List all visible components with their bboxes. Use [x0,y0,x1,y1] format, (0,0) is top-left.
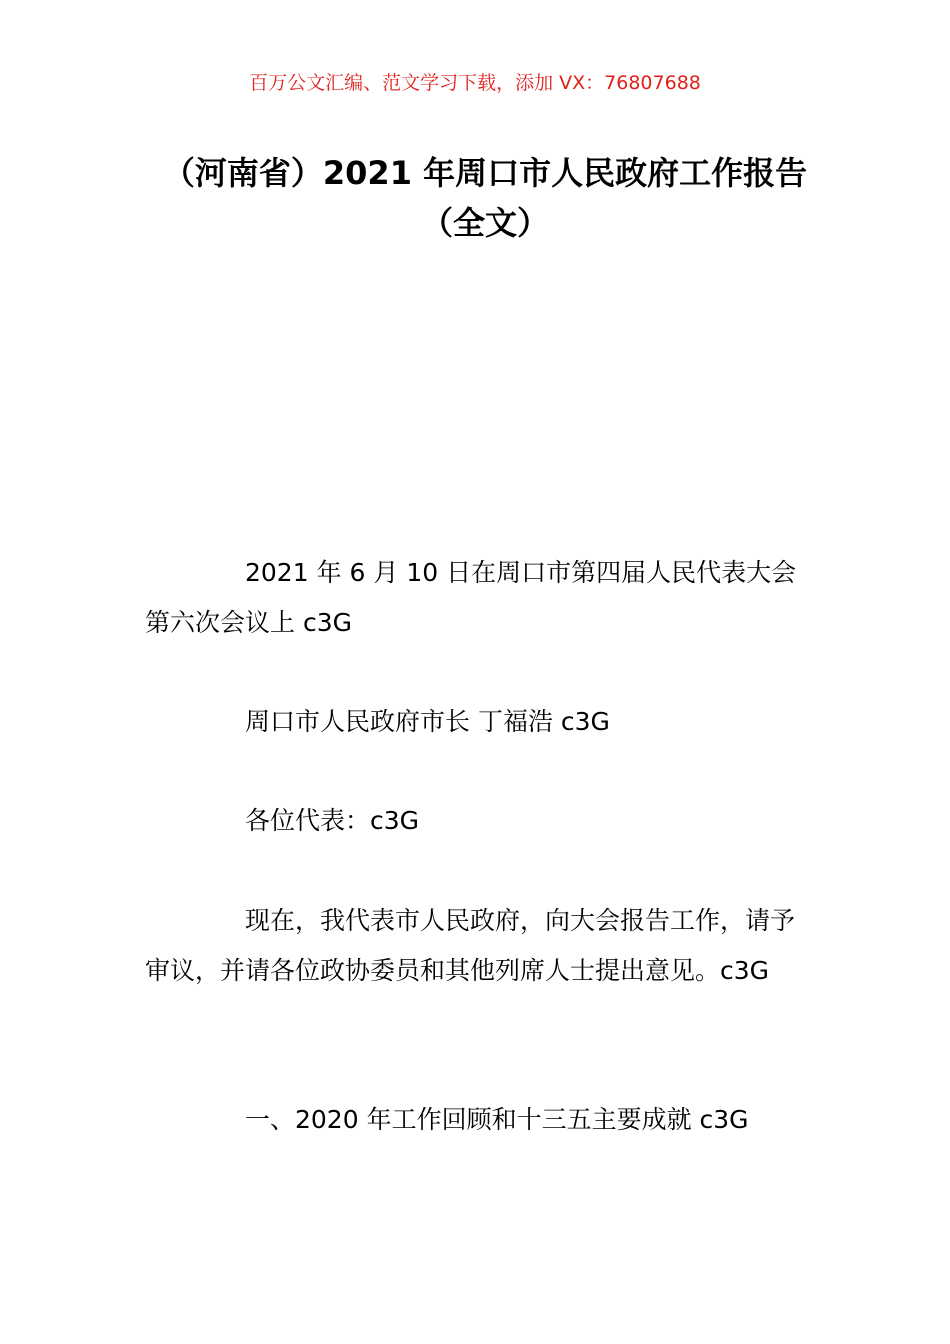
document-title: （河南省）2021 年周口市人民政府工作报告（全文） [162,154,808,242]
date-line-paragraph: 2021 年 6 月 10 日在周口市第四届人民代表大会第六次会议上 c3G [145,558,797,637]
greeting-paragraph: 各位代表：c3G [245,806,420,835]
author-line-paragraph: 周口市人民政府市长 丁福浩 c3G [245,707,610,736]
intro-paragraph: 现在，我代表市人民政府，向大会报告工作，请予审议，并请各位政协委员和其他列席人士提出意见。c3G [145,906,796,985]
section-heading: 一、2020 年工作回顾和十三五主要成就 c3G [245,1105,749,1134]
header-note: 百万公文汇编、范文学习下载，添加 VX：76807688 [249,72,701,94]
